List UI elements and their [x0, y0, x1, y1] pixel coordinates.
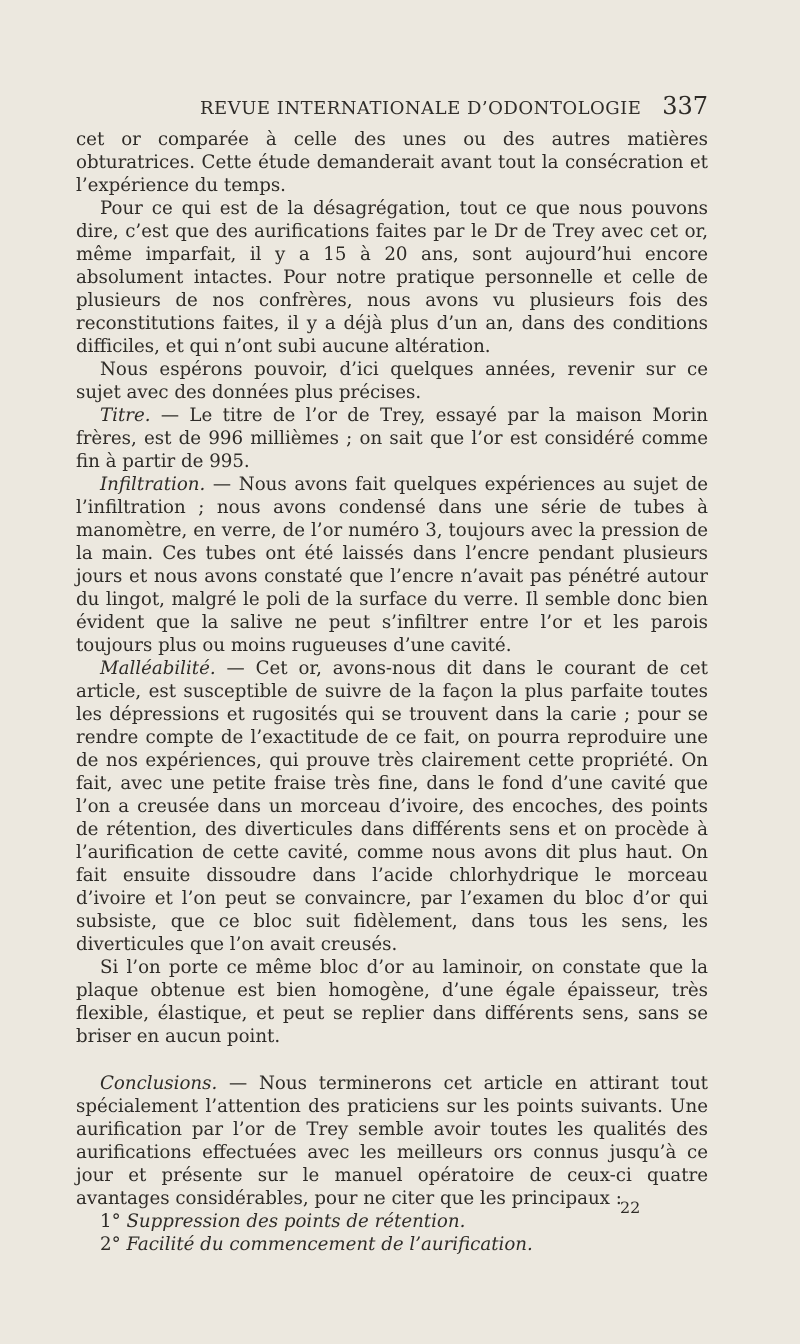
body-text	[76, 128, 708, 1256]
paragraph-malleabilite: Malléabilité. — Cet or, avons-nous dit dans le courant de cet article, est susceptible de suivre de la façon la plus parfaite toutes les dépressions et rugosités qui se trouvent dans la carie ; pour se rendre compte de l’exactitude de ce fait, on pourra reproduire une de nos expériences, qui prouve très clairement cette propriété. On fait, avec une petite fraise très fine, dans le fond d’une cavité que l’on a creusée dans un morceau d’ivoire, des encoches, des points de rétention, des diverticules dans différents sens et on procède à l’aurification de cette cavité, comme nous avons dit plus haut. On fait ensuite dissoudre dans l’acide chlorhydrique le morceau d’ivoire et l’on peut se convaincre, par l’examen du bloc d’or qui subsiste, que ce bloc suit fidèlement, dans tous les sens, les diverticules que l’on avait creusés.	[76, 658, 708, 955]
list-item: 1° Suppression des points de rétention.	[100, 1211, 466, 1232]
section-label: Infiltration.	[100, 474, 206, 495]
paragraph: Pour ce qui est de la désagrégation, tout ce que nous pouvons dire, c’est que des aurifications faites par le Dr de Trey avec cet or, même imparfait, il y a 15 à 20 ans, sont aujourd’hui encore absolument intactes. Pour notre pratique personnelle et celle de plusieurs de nos confrères, nous avons vu plusieurs fois des reconstitutions faites, il y a déjà plus d’un an, dans des conditions difficiles, et qui n’ont subi aucune altération.	[76, 198, 708, 357]
journal-title: REVUE INTERNATIONALE D’ODONTOLOGIE	[200, 98, 642, 119]
section-label: Titre.	[100, 405, 151, 426]
running-header	[200, 92, 708, 128]
paragraph-infiltration: Infiltration. — Nous avons fait quelques expériences au sujet de l’infiltration ; nous avons condensé dans une série de tubes à manomètre, en verre, de l’or numéro 3, toujours avec la pression de la main. Ces tubes ont été laissés dans l’encre pendant plusieurs jours et nous avons constaté que l’encre n’avait pas pénétré autour du lingot, malgré le poli de la surface du verre. Il semble donc bien évident que la salive ne peut s’infiltrer entre l’or et les parois toujours plus ou moins rugueuses d’une cavité.	[76, 474, 708, 656]
paragraph: Si l’on porte ce même bloc d’or au laminoir, on constate que la plaque obtenue est bien homogène, d’une égale épaisseur, très flexible, élastique, et peut se replier dans différents sens, sans se briser en aucun point.	[76, 957, 708, 1047]
paragraph-titre: Titre. — Le titre de l’or de Trey, essayé par la maison Morin frères, est de 996 millièmes ; on sait que l’or est considéré comme fin à partir de 995.	[76, 405, 708, 472]
section-label: Malléabilité.	[100, 658, 216, 679]
signature-mark: 22	[620, 1198, 641, 1217]
page-number: 337	[662, 92, 708, 120]
paragraph: cet or comparée à celle des unes ou des autres matières obturatrices. Cette étude demanderait avant tout la consécration et l’expérience du temps.	[76, 129, 708, 196]
list-item: 2° Facilité du commencement de l’aurification.	[100, 1234, 533, 1255]
paragraph: Nous espérons pouvoir, d’ici quelques années, revenir sur ce sujet avec des données plus précises.	[76, 359, 708, 403]
section-label: Conclusions.	[100, 1073, 218, 1094]
paragraph-conclusions: Conclusions. — Nous terminerons cet article en attirant tout spécialement l’attention des praticiens sur les points suivants. Une aurification par l’or de Trey semble avoir toutes les qualités des aurifications effectuées avec les meilleurs ors connus jusqu’à ce jour et présente sur le manuel opératoire de ceux-ci quatre avantages considérables, pour ne citer que les principaux :	[76, 1073, 708, 1209]
